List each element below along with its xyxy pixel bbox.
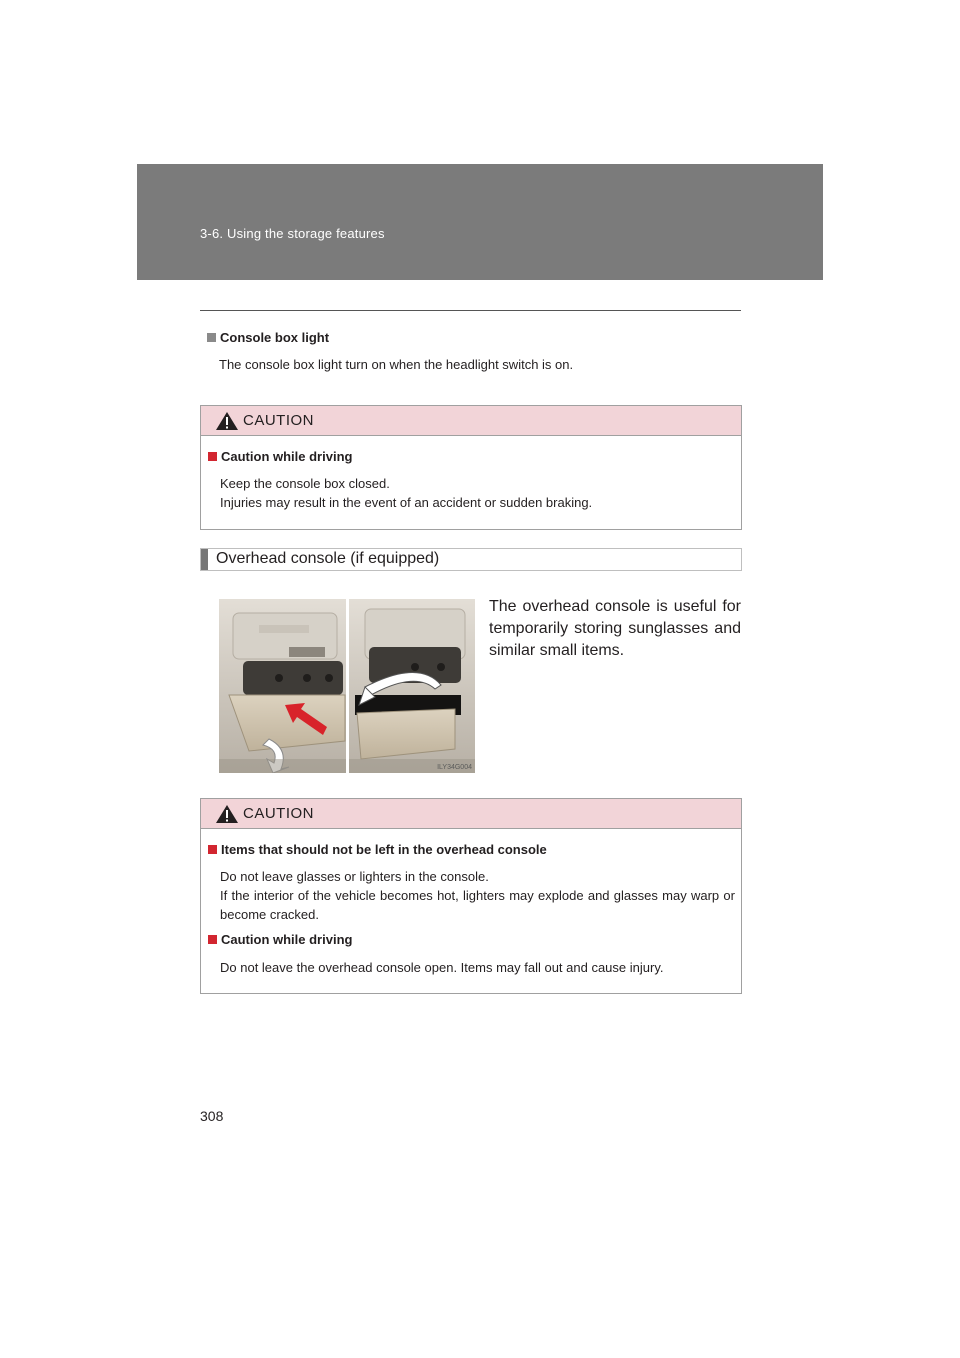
warning-triangle-icon bbox=[215, 804, 239, 824]
caution-text-line: Keep the console box closed. bbox=[220, 476, 390, 491]
caution-item-title: Caution while driving bbox=[208, 449, 352, 464]
section-header-title: 3-6. Using the storage features bbox=[200, 226, 385, 241]
caution-label: CAUTION bbox=[243, 412, 314, 429]
caution-label: CAUTION bbox=[243, 805, 314, 822]
overhead-console-photo bbox=[219, 599, 475, 773]
red-square-bullet-icon bbox=[208, 452, 217, 461]
caution-text-line: Do not leave glasses or lighters in the console. bbox=[220, 869, 489, 884]
page-number: 308 bbox=[200, 1108, 224, 1124]
console-light-text: The console box light turn on when the headlight switch is on. bbox=[219, 357, 574, 372]
caution-header bbox=[201, 406, 741, 436]
warning-triangle-icon bbox=[215, 411, 239, 431]
gray-square-bullet-icon bbox=[207, 333, 216, 342]
caution-text-line: Do not leave the overhead console open. Items may fall out and cause injury. bbox=[220, 960, 664, 975]
caution-header bbox=[201, 799, 741, 829]
section-heading-bar bbox=[200, 548, 742, 571]
image-code: ILY34G004 bbox=[437, 764, 472, 771]
console-light-heading: Console box light bbox=[207, 330, 329, 345]
caution-item-title: Items that should not be left in the overhead console bbox=[208, 842, 547, 857]
caution-item-title: Caution while driving bbox=[208, 932, 352, 947]
header-band bbox=[137, 164, 823, 280]
overhead-console-illustration bbox=[219, 599, 475, 773]
red-square-bullet-icon bbox=[208, 935, 217, 944]
caution-box-1 bbox=[200, 405, 742, 530]
section-heading-marker bbox=[201, 549, 208, 570]
overhead-console-description: The overhead console is useful for temporarily storing sunglasses and similar small items. bbox=[489, 598, 741, 659]
top-rule bbox=[200, 310, 741, 311]
section-heading-title: Overhead console (if equipped) bbox=[216, 550, 440, 567]
caution-text-paragraph: If the interior of the vehicle becomes hot, lighters may explode and glasses may warp or become cracked. bbox=[220, 888, 735, 922]
caution-text-line: Injuries may result in the event of an accident or sudden braking. bbox=[220, 495, 593, 510]
red-square-bullet-icon bbox=[208, 845, 217, 854]
caution-box-2 bbox=[200, 798, 742, 994]
